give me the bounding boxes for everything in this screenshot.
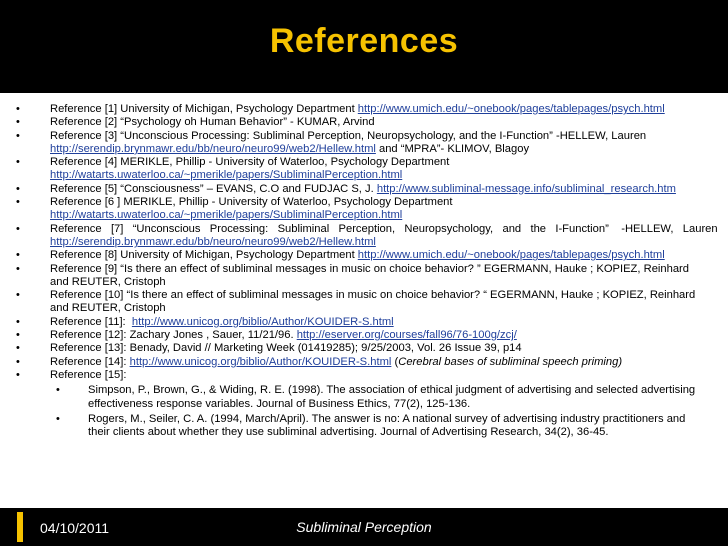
ref-text: Reference [14]: [50,355,130,368]
bullet-icon: • [16,249,20,262]
ref-text: Reference [4] MERIKLE, Phillip - University of Waterloo, Psychology Department [50,156,450,169]
bullet-icon: • [16,182,20,195]
bullet-icon: • [16,355,20,368]
list-item [16,329,710,342]
list-item [16,130,710,157]
list-item [16,116,710,129]
ref-text: Reference [6 ] MERIKLE, Phillip - University of Waterloo, Psychology Department [50,196,453,209]
list-item [16,249,710,262]
ref-text: Reference [1] University of Michigan, Psychology Department [50,103,358,115]
bullet-icon: • [16,103,20,115]
list-item [16,316,710,329]
ref-link[interactable]: http://www.unicog.org/biblio/Author/KOUIDER-S.html [129,355,392,368]
ref-text-after: and “MPRA”- KLIMOV, Blagoy [375,142,530,155]
ref-link[interactable]: http://watarts.uwaterloo.ca/~pmerikle/papers/SubliminalPerception.html [50,209,403,222]
ref-text: Reference [5] “Consciousness” – EVANS, C.O and FUDJAC S, J. [50,182,377,195]
list-item [16,103,710,116]
list-item [16,342,710,355]
title-bar [0,0,728,93]
bullet-icon: • [16,129,20,142]
list-item [16,196,710,223]
bullet-icon: • [16,368,20,381]
bullet-icon: • [16,315,20,328]
ref-text: Reference [3] “Unconscious Processing: Subliminal Perception, Neuropsychology, and the I-Function” -HELLEW, Lauren [50,129,647,142]
bullet-icon: • [16,329,20,342]
ref-link[interactable]: http://serendip.brynmawr.edu/bb/neuro/neuro99/web2/Hellew.html [50,235,376,248]
ref-link[interactable]: http://www.unicog.org/biblio/Author/KOUIDER-S.html [131,315,394,328]
footer-title: Subliminal Perception [296,519,432,535]
subref-text: Rogers, M., Seiler, C. A. (1994, March/April). The answer is no: A national survey of advertising industry practitioners and their clients about whether they use subliminal advertising. Journal of Advertising Research, 34(2), 36-45. [88,412,686,439]
ref-text: Reference [12]: Zachary Jones , Sauer, 11/21/96. [50,329,297,342]
ref-text: Reference [7] “Unconscious Processing: Subliminal Perception, Neuropsychology, and the I-Function” -HELLEW, Lauren [50,222,718,235]
bullet-icon: • [16,116,20,129]
ref-link[interactable]: http://serendip.brynmawr.edu/bb/neuro/neuro99/web2/Hellew.html [50,142,376,155]
bullet-icon: • [16,342,20,355]
ref-link[interactable]: http://www.umich.edu/~onebook/pages/tablepages/psych.html [357,249,665,262]
sub-list-item [56,384,710,411]
bullet-icon: • [16,222,20,235]
ref-text: Reference [8] University of Michigan, Psychology Department [50,249,358,262]
subref-text: Simpson, P., Brown, G., & Widing, R. E. (1998). The association of ethical judgment of advertising and selected advertising effectiveness response variables. Journal of Business Ethics, 77(2), 125-136. [88,384,696,410]
ref-text-after: ( [391,355,399,368]
ref-italic-title: Cerebral bases of subliminal speech priming) [398,355,623,368]
bullet-icon: • [16,289,20,302]
ref-text: Reference [15]: [50,368,127,381]
bullet-icon: • [16,196,20,209]
slide-title: References [269,22,459,60]
list-item [16,356,710,369]
list-item [16,289,710,316]
list-item [16,156,710,183]
list-item [16,369,710,382]
ref-text: Reference [13]: Benady, David // Marketing Week (01419285); 9/25/2003, Vol. 26 Issue 39, p14 [50,342,522,355]
ref-text: Reference [10] “Is there an effect of subliminal messages in music on choice behavior? “ EGERMANN, Hauke ; KOPIEZ, Reinhard and REUTER, Cristoph [50,289,696,315]
ref-link[interactable]: http://watarts.uwaterloo.ca/~pmerikle/papers/SubliminalPerception.html [50,169,403,182]
list-item [16,183,710,196]
list-item [16,222,718,250]
ref-link[interactable]: http://www.umich.edu/~onebook/pages/tablepages/psych.html [357,103,665,115]
list-item [16,263,710,290]
ref-link[interactable]: http://eserver.org/courses/fall96/76-100g/zcj/ [296,329,517,342]
sub-list-item [56,413,710,440]
ref-text: Reference [2] “Psychology oh Human Behavior” - KUMAR, Arvind [50,116,375,129]
ref-link[interactable]: http://www.subliminal-message.info/subliminal_research.htm [376,182,676,195]
footer-bar [0,508,728,546]
footer-date: 04/10/2011 [40,520,110,536]
bullet-icon: • [56,384,60,397]
ref-text: Reference [9] “Is there an effect of subliminal messages in music on choice behavior? ” EGERMANN, Hauke ; KOPIEZ, Reinhard and REUTER, Cristoph [50,262,690,288]
references-list [16,103,718,439]
bullet-icon: • [16,262,20,275]
ref-text: Reference [11]: [50,315,132,328]
bullet-icon: • [16,156,20,169]
bullet-icon: • [56,412,60,425]
